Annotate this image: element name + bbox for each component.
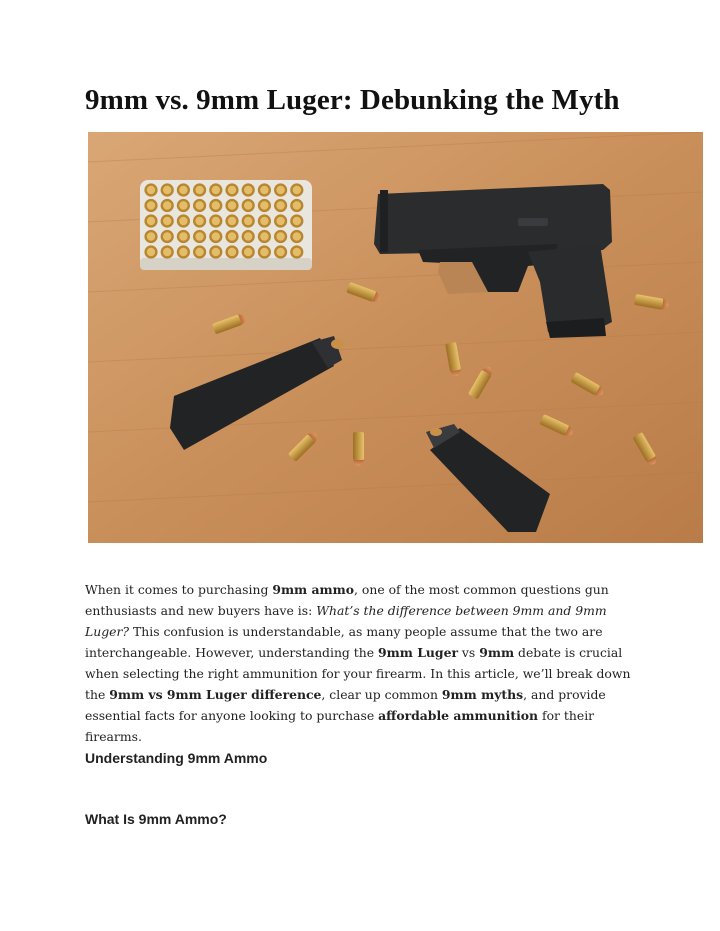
intro-text: This confusion is understandable, as many people assume that the two are interchangeable. However, understanding the xyxy=(85,624,603,660)
cartridge-primer xyxy=(293,186,301,194)
cartridge-primer xyxy=(260,248,268,256)
cartridge-primer xyxy=(228,186,236,194)
cartridge-primer xyxy=(244,186,252,194)
cartridge-primer xyxy=(244,248,252,256)
cartridge-primer xyxy=(244,217,252,225)
cartridge-primer xyxy=(228,248,236,256)
intro-text: debate is crucial when selecting the right ammunition for your firearm. In this article, we’ll break down the xyxy=(85,645,631,702)
cartridge-primer xyxy=(163,201,171,209)
intro-question: What’s the difference between 9mm and 9mm Luger? xyxy=(85,603,607,639)
cartridge-primer xyxy=(195,217,203,225)
cartridge-primer xyxy=(147,186,155,194)
cartridge-primer xyxy=(147,201,155,209)
cartridge-primer xyxy=(147,248,155,256)
hero-image xyxy=(88,132,703,543)
intro-text: vs xyxy=(457,645,480,660)
cartridge-primer xyxy=(260,217,268,225)
cartridge-primer xyxy=(163,186,171,194)
subsection-heading: What Is 9mm Ammo? xyxy=(85,811,227,827)
cartridge-primer xyxy=(244,232,252,240)
cartridge-primer xyxy=(228,217,236,225)
cartridge-primer xyxy=(195,248,203,256)
cartridge-primer xyxy=(260,232,268,240)
cartridge-primer xyxy=(179,186,187,194)
link-9mm-ammo: 9mm ammo xyxy=(272,582,354,597)
cartridge-primer xyxy=(212,232,220,240)
cartridge-primer xyxy=(276,232,284,240)
intro-paragraph xyxy=(85,579,645,747)
keyword-9mm: 9mm xyxy=(479,645,515,660)
cartridge-primer xyxy=(195,232,203,240)
intro-text: When it comes to purchasing xyxy=(85,582,273,597)
cartridge-primer xyxy=(195,186,203,194)
pistol-ammo-photo xyxy=(88,132,703,543)
cartridge-primer xyxy=(195,201,203,209)
cartridge-primer xyxy=(228,232,236,240)
keyword-difference: 9mm vs 9mm Luger difference xyxy=(109,687,322,702)
cartridge-primer xyxy=(179,232,187,240)
cartridge-primer xyxy=(293,248,301,256)
cartridge-primer xyxy=(260,201,268,209)
ammo-box xyxy=(140,180,312,270)
cartridge-primer xyxy=(293,232,301,240)
cartridge-primer xyxy=(147,217,155,225)
intro-text: , and provide essential facts for anyone looking to purchase xyxy=(85,687,606,723)
article-title: 9mm vs. 9mm Luger: Debunking the Myth xyxy=(85,84,620,116)
cartridge-primer xyxy=(244,201,252,209)
cartridge-primer xyxy=(276,201,284,209)
cartridge-primer xyxy=(179,201,187,209)
cartridge-primer xyxy=(179,217,187,225)
cartridge-primer xyxy=(228,201,236,209)
cartridge-primer xyxy=(276,217,284,225)
cartridge-primer xyxy=(276,186,284,194)
intro-text: , clear up common xyxy=(321,687,442,702)
keyword-9mm-myths: 9mm myths xyxy=(441,687,524,702)
cartridge-primer xyxy=(163,217,171,225)
cartridge-primer xyxy=(179,248,187,256)
cartridge-primer xyxy=(293,201,301,209)
keyword-affordable-ammunition: affordable ammunition xyxy=(378,708,539,723)
cartridge-primer xyxy=(163,232,171,240)
cartridge-primer xyxy=(212,201,220,209)
intro-text: for their firearms. xyxy=(85,708,595,744)
cartridge-primer xyxy=(212,217,220,225)
cartridge-primer xyxy=(147,232,155,240)
cartridge-primer xyxy=(212,186,220,194)
cartridge-primer xyxy=(293,217,301,225)
cartridge-primer xyxy=(212,248,220,256)
cartridge-primer xyxy=(276,248,284,256)
keyword-9mm-luger: 9mm Luger xyxy=(378,645,458,660)
section-heading: Understanding 9mm Ammo xyxy=(85,750,268,766)
cartridge-primer xyxy=(260,186,268,194)
cartridge-primer xyxy=(163,248,171,256)
intro-text: , one of the most common questions gun enthusiasts and new buyers have is: xyxy=(85,582,609,618)
